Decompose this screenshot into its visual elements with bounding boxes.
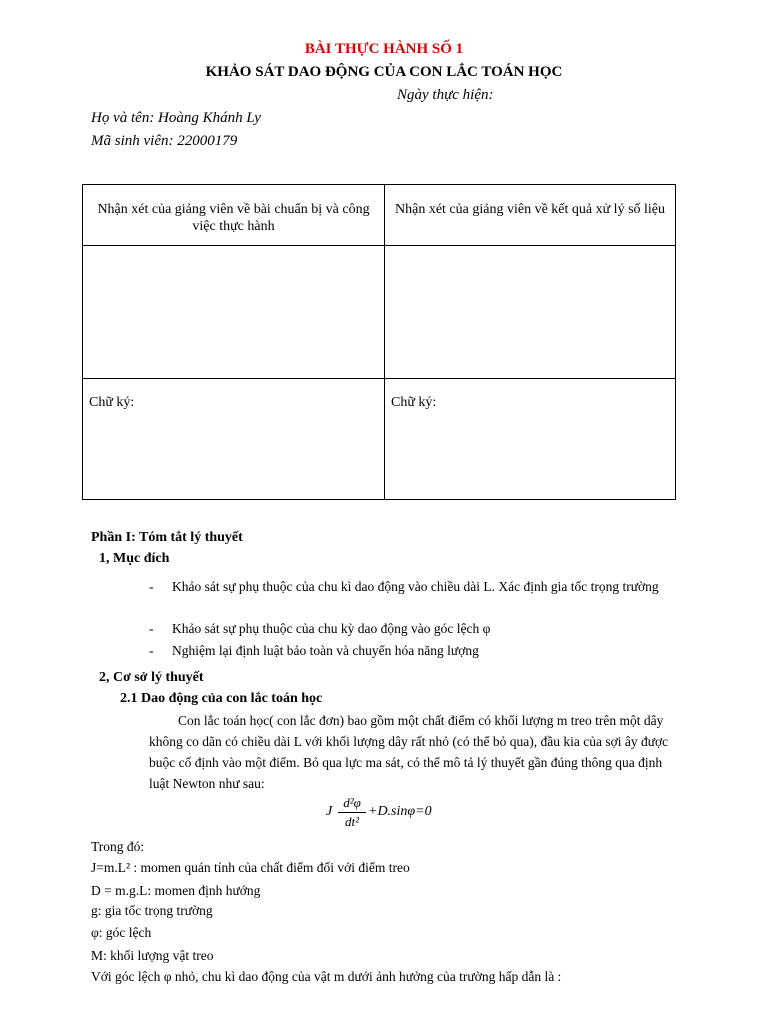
definitions-intro: Trong đó: (91, 839, 145, 854)
signature-label: Chữ ký: (391, 395, 437, 410)
date-label: Ngày thực hiện: (397, 87, 494, 103)
equation-j: J (326, 804, 333, 819)
bullet-dash: - (149, 643, 154, 658)
fraction-numerator: d²φ (338, 794, 366, 813)
review-comment-results (385, 246, 676, 379)
lab-number-title: BÀI THỰC HÀNH SỐ 1 (304, 41, 464, 57)
bullet-dash: - (149, 579, 154, 594)
theory-paragraph: Con lắc toán học( con lắc đơn) bao gồm một chất điểm có khối lượng m treo trên một dây không co dãn có chiều dài L với khối lượng dây rất nhỏ (có thể bỏ qua), đầu kia của sợi ây được buộc cố định vào một điểm. Bỏ qua lực ma sát, có thể mô tả lý thuyết gần đúng thông qua định luật Newton như sau: (149, 713, 669, 791)
definition-j: J=m.L² : momen quán tính của chất điểm đối với điểm treo (91, 860, 410, 875)
bullet-item: Khảo sát sự phụ thuộc của chu kỳ dao động vào góc lệch φ (172, 621, 491, 636)
definition-d: D = m.g.L: momen định hướng (91, 883, 261, 898)
signature-cell-right (385, 379, 676, 500)
student-name: Họ và tên: Hoàng Khánh Ly (91, 110, 261, 126)
signature-label: Chữ ký: (89, 395, 135, 410)
subsection-theory: 2, Cơ sở lý thuyết (99, 670, 204, 685)
equation-rest: +D.sinφ=0 (368, 804, 432, 819)
lab-main-title: KHẢO SÁT DAO ĐỘNG CỦA CON LẮC TOÁN HỌC (205, 64, 563, 80)
signature-cell-left (83, 379, 385, 500)
definition-m: M: khối lượng vật treo (91, 948, 214, 963)
bullet-item: Khảo sát sự phụ thuộc của chu kì dao động vào chiều dài L. Xác định gia tốc trọng trường (172, 579, 659, 594)
review-header-preparation: Nhận xét của giảng viên về bài chuẩn bị và công việc thực hành (83, 185, 385, 246)
bullet-dash: - (149, 621, 154, 636)
equation-fraction (338, 794, 366, 831)
definition-g: g: gia tốc trọng trường (91, 903, 213, 918)
bullet-item: Nghiệm lại định luật bảo toàn và chuyển hóa năng lượng (172, 643, 479, 658)
subsection-pendulum: 2.1 Dao động của con lắc toán học (120, 691, 323, 706)
section-title: Phần I: Tóm tắt lý thuyết (91, 530, 243, 545)
definition-phi: φ: góc lệch (91, 925, 152, 940)
student-id: Mã sinh viên: 22000179 (91, 133, 238, 149)
period-intro-line: Với góc lệch φ nhỏ, chu kì dao động của vật m dưới ảnh hưởng của trường hấp dẫn là : (91, 969, 562, 984)
subsection-purpose: 1, Mục đích (99, 551, 170, 566)
fraction-denominator: dt² (344, 814, 359, 829)
review-table (82, 184, 676, 500)
review-comment-preparation (83, 246, 385, 379)
review-header-results: Nhận xét của giảng viên về kết quả xử lý số liệu (385, 185, 676, 246)
